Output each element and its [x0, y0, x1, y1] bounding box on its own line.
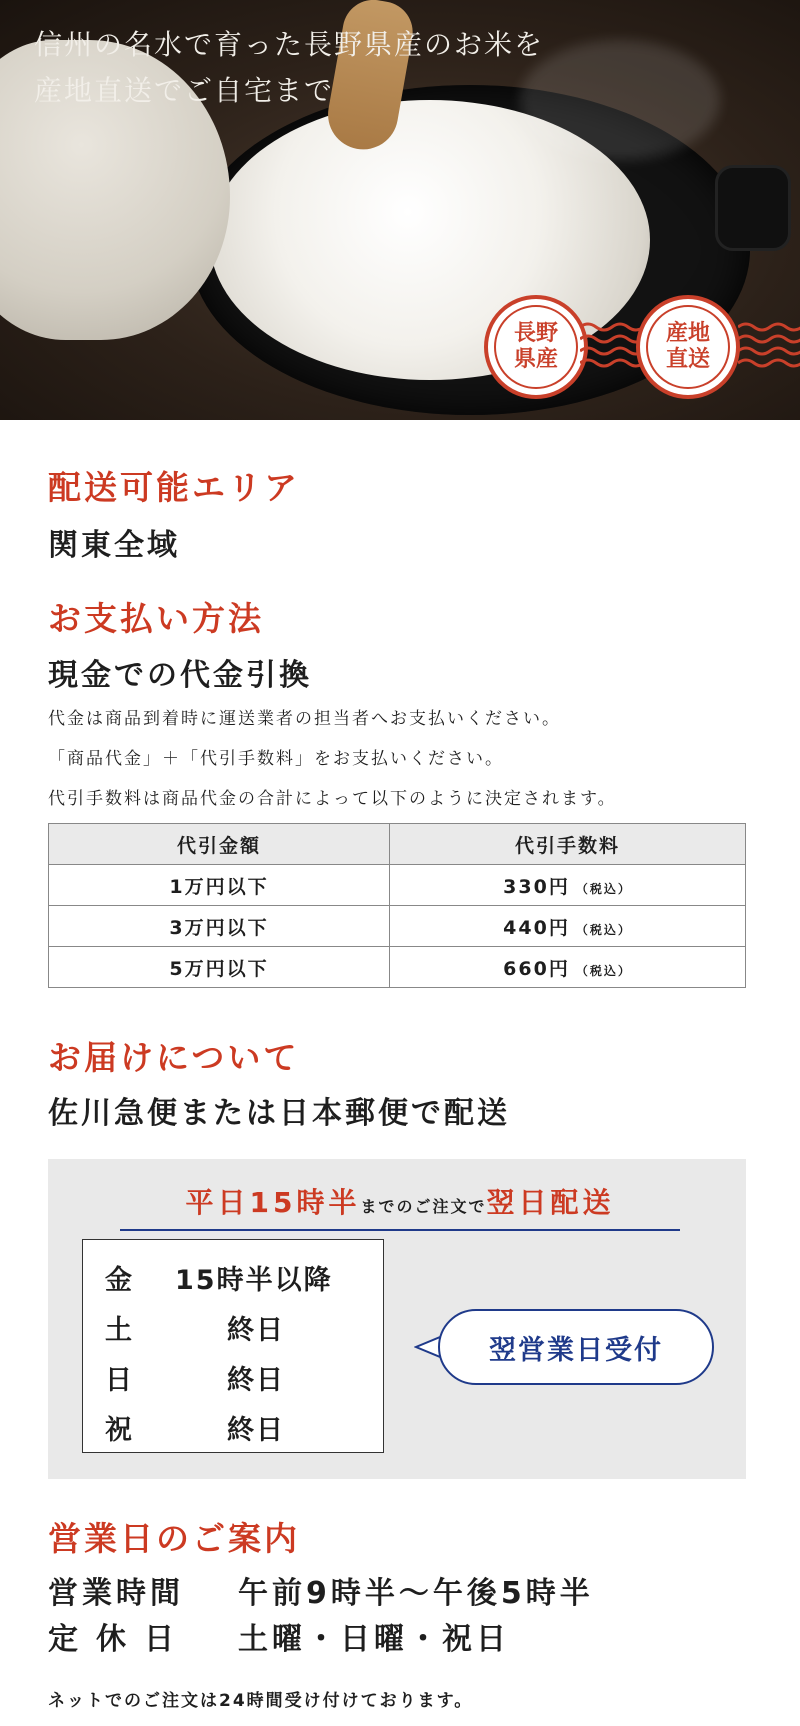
- pot-handle: [715, 165, 791, 251]
- cod-fee-table: [48, 823, 746, 988]
- fee-value: 330円: [503, 875, 570, 898]
- schedule-row: [105, 1402, 383, 1452]
- hero-tagline-line2: 産地直送でご自宅まで: [34, 74, 335, 107]
- tax-label: （税込）: [575, 963, 632, 978]
- next-business-day-bubble: 翌営業日受付: [438, 1309, 714, 1385]
- schedule-row: [105, 1252, 383, 1302]
- hero-tagline-line1: 信州の名水で育った長野県産のお米を: [34, 28, 545, 61]
- fee-cell: [390, 947, 746, 988]
- fee-cell: [390, 906, 746, 947]
- business-hours-value: 午前9時半〜午後5時半: [238, 1576, 594, 1611]
- payment-note-1: 代金は商品到着時に運送業者の担当者へお支払いください。: [48, 709, 561, 729]
- table-header-row: [49, 824, 746, 865]
- stamp-wave-lines: [580, 315, 642, 375]
- stamp-nagano-line1: 長野: [513, 321, 558, 346]
- fee-value: 440円: [503, 916, 570, 939]
- delivery-carrier: 佐川急便または日本郵便で配送: [48, 1096, 510, 1131]
- stamp-nagano-line2: 県産: [513, 347, 558, 372]
- hero-tagline: [34, 22, 544, 114]
- closed-days-line: [48, 1614, 510, 1658]
- schedule-row: [105, 1302, 383, 1352]
- delivery-heading: お届けについて: [48, 1038, 300, 1077]
- stamp-direct-line2: 直送: [665, 347, 710, 372]
- schedule-day: 土: [105, 1314, 134, 1346]
- payment-note-3: 代引手数料は商品代金の合計によって以下のように決定されます。: [48, 789, 617, 809]
- online-order-note: ネットでのご注文は24時間受け付けております。: [48, 1691, 474, 1711]
- schedule-row: [105, 1352, 383, 1402]
- schedule-time: 終日: [227, 1364, 285, 1396]
- area-heading: 配送可能エリア: [48, 468, 300, 507]
- closed-days-label: 定休日: [48, 1622, 192, 1657]
- payment-note-2: 「商品代金」＋「代引手数料」をお支払いください。: [48, 749, 504, 769]
- schedule-time: 終日: [227, 1314, 285, 1346]
- fee-cell: [390, 865, 746, 906]
- area-value: 関東全域: [48, 528, 180, 563]
- stamp-nagano-badge: [484, 295, 588, 399]
- steam: [520, 40, 720, 160]
- headline-connector: までのご注文で: [360, 1197, 487, 1216]
- amount-cell: 5万円以下: [49, 947, 390, 988]
- amount-cell: 1万円以下: [49, 865, 390, 906]
- payment-method: 現金での代金引換: [48, 658, 312, 693]
- weekend-schedule-table: [82, 1239, 384, 1453]
- closed-days-value: 土曜・日曜・祝日: [238, 1622, 510, 1657]
- hero-image: [0, 0, 800, 420]
- stamp-direct-badge: [636, 295, 740, 399]
- speech-bubble-tail: [414, 1335, 440, 1359]
- table-row: [49, 947, 746, 988]
- schedule-time: 終日: [227, 1414, 285, 1446]
- headline-cutoff: 平日15時半: [185, 1186, 361, 1219]
- business-hours-line: [48, 1568, 594, 1612]
- schedule-day: 日: [105, 1364, 134, 1396]
- schedule-day: 祝: [105, 1414, 134, 1446]
- business-heading: 営業日のご案内: [48, 1519, 300, 1558]
- delivery-info-box: [48, 1159, 746, 1479]
- next-day-headline: [120, 1181, 680, 1231]
- payment-heading: お支払い方法: [48, 599, 264, 638]
- stamp-direct-line1: 産地: [665, 321, 710, 346]
- amount-cell: 3万円以下: [49, 906, 390, 947]
- table-row: [49, 865, 746, 906]
- table-row: [49, 906, 746, 947]
- column-header-amount: 代引金額: [49, 824, 390, 865]
- tax-label: （税込）: [575, 922, 632, 937]
- stamp-wave-lines-2: [738, 315, 800, 375]
- business-hours-label: 営業時間: [48, 1576, 184, 1611]
- headline-next-day: 翌日配送: [486, 1186, 615, 1219]
- fee-value: 660円: [503, 957, 570, 980]
- column-header-fee: 代引手数料: [390, 824, 746, 865]
- schedule-day: 金: [105, 1264, 134, 1296]
- tax-label: （税込）: [575, 881, 632, 896]
- schedule-time: 15時半以降: [175, 1264, 333, 1296]
